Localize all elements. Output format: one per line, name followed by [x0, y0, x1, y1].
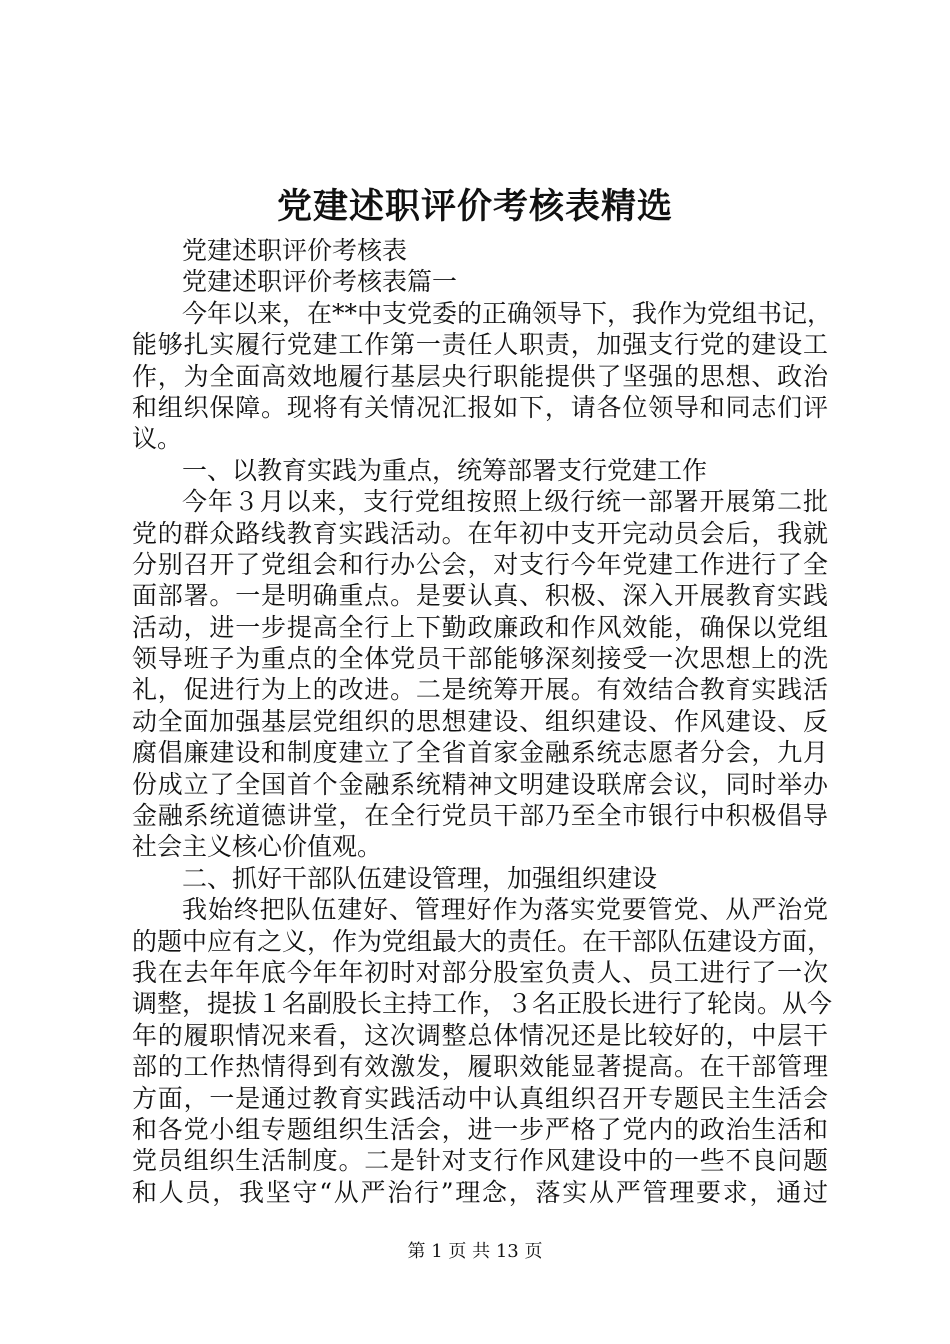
- text-line: 能够扎实履行党建工作第一责任人职责，加强支行党的建设工: [132, 330, 828, 360]
- text-line: 方面，一是通过教育实践活动中认真组织召开专题民主生活会: [132, 1083, 828, 1113]
- text-line: 面部署。一是明确重点。是要认真、积极、深入开展教育实践: [132, 581, 828, 611]
- document-title: 党建述职评价考核表精选: [276, 186, 673, 227]
- text-line: 调整，提拔１名副股长主持工作，３名正股长进行了轮岗。从今: [132, 989, 833, 1019]
- text-line: 和各党小组专题组织生活会，进一步严格了党内的政治生活和: [132, 1114, 828, 1144]
- text-line: 我始终把队伍建好、管理好作为落实党要管党、从严治党: [182, 895, 828, 925]
- text-line: 社会主义核心价值观。: [132, 832, 383, 862]
- text-line: 今年以来，在**中支党委的正确领导下，我作为党组书记，: [182, 298, 833, 328]
- text-line: 今年３月以来，支行党组按照上级行统一部署开展第二批: [182, 487, 828, 517]
- text-line: 党建述职评价考核表: [182, 236, 408, 265]
- text-line: 部的工作热情得到有效激发，履职效能显著提高。在干部管理: [132, 1052, 828, 1082]
- document-body: [132, 235, 833, 1208]
- text-line: 作，为全面高效地履行基层央行职能提供了坚强的思想、政治: [132, 361, 828, 391]
- text-line: 党建述职评价考核表篇一: [182, 267, 458, 297]
- text-line: 领导班子为重点的全体党员干部能够深刻接受一次思想上的洗: [132, 644, 828, 674]
- text-line: 份成立了全国首个金融系统精神文明建设联席会议，同时举办: [132, 769, 828, 799]
- text-line: 一、以教育实践为重点，统筹部署支行党建工作: [182, 455, 708, 485]
- text-line: 和组织保障。现将有关情况汇报如下，请各位领导和同志们评: [132, 392, 828, 422]
- page-footer: 第 1 页 共 13 页: [407, 1241, 543, 1262]
- text-line: 二、抓好干部队伍建设管理，加强组织建设: [182, 863, 658, 893]
- text-line: 我在去年年底今年年初时对部分股室负责人、员工进行了一次: [132, 957, 828, 987]
- text-line: 动全面加强基层党组织的思想建设、组织建设、作风建设、反: [132, 706, 828, 736]
- text-line: 党员组织生活制度。二是针对支行作风建设中的一些不良问题: [132, 1146, 828, 1176]
- text-line: 礼，促进行为上的改进。二是统筹开展。有效结合教育实践活: [132, 675, 828, 705]
- text-line: 和人员，我坚守“从严治行”理念，落实从严管理要求，通过: [132, 1177, 828, 1207]
- text-line: 议。: [132, 424, 183, 454]
- text-line: 年的履职情况来看，这次调整总体情况还是比较好的，中层干: [132, 1020, 828, 1050]
- text-line: 分别召开了党组会和行办公会，对支行今年党建工作进行了全: [132, 549, 828, 579]
- text-line: 活动，进一步提高全行上下勤政廉政和作风效能，确保以党组: [132, 612, 828, 642]
- text-line: 腐倡廉建设和制度建立了全省首家金融系统志愿者分会，九月: [132, 738, 828, 768]
- text-line: 金融系统道德讲堂，在全行党员干部乃至全市银行中积极倡导: [132, 801, 828, 831]
- text-line: 党的群众路线教育实践活动。在年初中支开完动员会后，我就: [132, 518, 828, 548]
- text-line: 的题中应有之义，作为党组最大的责任。在干部队伍建设方面，: [132, 926, 833, 956]
